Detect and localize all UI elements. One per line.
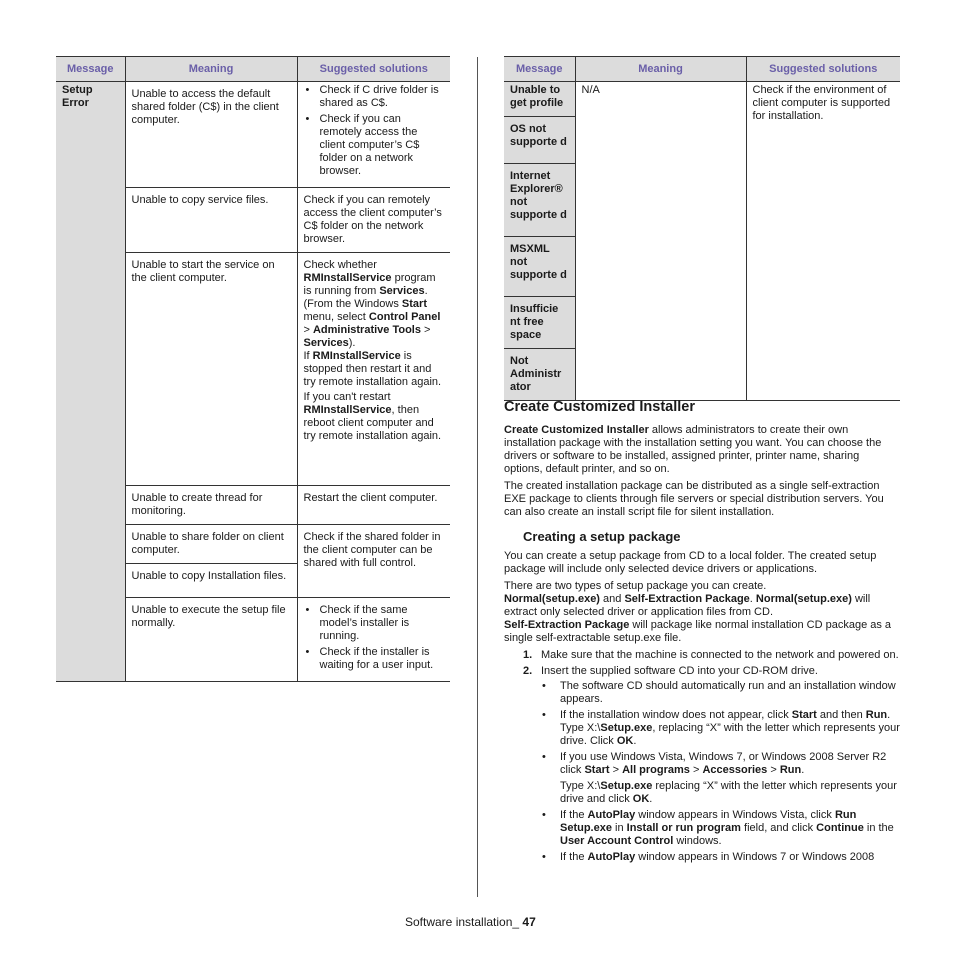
solution-bullet: • Check if the installer is waiting for a user input.: [304, 646, 445, 672]
table-header-row: [504, 57, 900, 82]
message-cell: Not Administr ator: [504, 349, 575, 401]
meaning-cell: Unable to create thread for monitoring.: [125, 486, 297, 525]
solution-cell: [297, 82, 450, 188]
solution-cell: Check if you can remotely access the client computer’s C$ folder on the network browser.: [297, 188, 450, 253]
message-cell: Setup Error: [56, 82, 125, 682]
paragraph: There are two types of setup package you can create. Normal(setup.exe) and Self-Extraction Package. Normal(setup.exe) will extract only selected driver or application files from CD. Self-Extraction Package will package like normal installation CD package as a single self-extractable setup.exe file.: [504, 580, 892, 644]
meaning-cell: N/A: [575, 82, 746, 401]
footer-label: Software installation_: [405, 915, 523, 929]
page-footer: [405, 915, 536, 929]
header-solutions: Suggested solutions: [746, 57, 900, 82]
message-cell: Internet Explorer® not supporte d: [504, 164, 575, 237]
error-table-right: [504, 56, 900, 401]
solution-cell: [297, 598, 450, 682]
solution-cell: Check whether RMInstallService program is running from Services. (From the Windows Start menu, select Control Panel > Administrative Tools > Services). If RMInstallService is stopped then restart it and try remote installation again. If you can't restart RMInstallService, then reboot client computer and try remote installation again.: [297, 253, 450, 486]
section-title: Create Customized Installer: [504, 399, 695, 415]
step-item: 2. Insert the supplied software CD into your CD-ROM drive. • The software CD should automatically run and an installation window appears. • If the installation window does not appear, click Start and then Run. Type X:\Setup.exe, replacing “X” with the letter which represents your drive. Click OK. • If you use Windows Vista, Windows 7, or Windows 2008 Server R2 click Start > All programs > Accessories > Run. Type X:\Setup.exe replacing “X” with the letter which represents your drive and click OK. • If the AutoPlay window appears in Windows Vista, click Run Setup.exe in Install or run program field, and click Continue in the User Account Control windows. • If the AutoPlay window appears in Windows 7 or Windows 2008: [523, 665, 900, 864]
list-item: • The software CD should automatically run and an installation window appears.: [541, 680, 900, 706]
solution-cell: Check if the environment of client computer is supported for installation.: [746, 82, 900, 401]
message-cell: MSXML not supporte d: [504, 237, 575, 297]
header-solutions: Suggested solutions: [297, 57, 450, 82]
meaning-cell: Unable to start the service on the client computer.: [125, 253, 297, 486]
table-header-row: [56, 57, 450, 82]
message-cell: Insufficie nt free space: [504, 297, 575, 349]
step-bullets: [541, 680, 900, 864]
meaning-cell: Unable to copy service files.: [125, 188, 297, 253]
solution-cell: Restart the client computer.: [297, 486, 450, 525]
header-meaning: Meaning: [125, 57, 297, 82]
steps-list: [523, 649, 900, 864]
meaning-cell: Unable to access the default shared folder (C$) in the client computer.: [125, 82, 297, 188]
meaning-cell: Unable to execute the setup file normally.: [125, 598, 297, 682]
list-item: • If the installation window does not appear, click Start and then Run. Type X:\Setup.exe, replacing “X” with the letter which represents your drive. Click OK.: [541, 709, 900, 748]
solution-bullet: • Check if C drive folder is shared as C$.: [304, 84, 445, 110]
error-table-left: [56, 56, 450, 682]
list-item: • If the AutoPlay window appears in Windows 7 or Windows 2008: [541, 851, 900, 864]
paragraph: Create Customized Installer allows administrators to create their own installation package with the installation setting you want. You can choose the drivers or software to be installed, assigned printer, printer name, sharing options, default printer, and so on.: [504, 424, 882, 475]
step-item: 1. Make sure that the machine is connected to the network and powered on.: [523, 649, 899, 661]
header-message: Message: [504, 57, 575, 82]
solution-bullet: • Check if the same model’s installer is running.: [304, 604, 445, 643]
message-cell: Unable to get profile: [504, 82, 575, 117]
message-cell: OS not supporte d: [504, 117, 575, 164]
paragraph: You can create a setup package from CD to a local folder. The created setup package will include only selected device drivers or applications.: [504, 550, 877, 575]
meaning-cell: Unable to copy Installation files.: [125, 564, 297, 598]
list-item: • If you use Windows Vista, Windows 7, or Windows 2008 Server R2 click Start > All programs > Accessories > Run. Type X:\Setup.exe replacing “X” with the letter which represents your drive and click OK.: [541, 751, 900, 806]
subsection-title: Creating a setup package: [523, 529, 681, 544]
table-row: [56, 82, 450, 188]
table-row: [504, 82, 900, 117]
solution-bullet: • Check if you can remotely access the client computer’s C$ folder on a network browser.: [304, 113, 445, 178]
right-column-text: [504, 398, 900, 867]
list-item: • If the AutoPlay window appears in Windows Vista, click Run Setup.exe in Install or run program field, and click Continue in the User Account Control windows.: [541, 809, 900, 848]
header-meaning: Meaning: [575, 57, 746, 82]
meaning-cell: Unable to share folder on client computer.: [125, 525, 297, 564]
header-message: Message: [56, 57, 125, 82]
column-divider: [477, 57, 478, 897]
paragraph: The created installation package can be distributed as a single self-extraction EXE package to clients through file servers or special distribution servers. You can also create an install script file for silent installation.: [504, 480, 884, 518]
solution-cell: Check if the shared folder in the client computer can be shared with full control.: [297, 525, 450, 598]
page-number: 47: [522, 915, 536, 929]
